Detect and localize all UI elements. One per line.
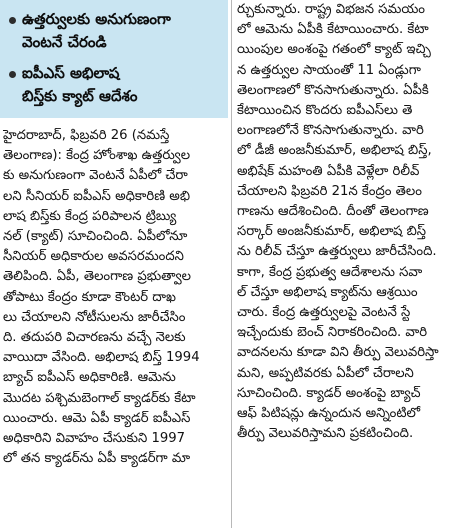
article-line: లో ఆమెను ఏపీకి కేటాయించారు. కేటా bbox=[237, 22, 429, 38]
article-line: ది. తదుపరి విచారణను వచ్చే నెలకు bbox=[3, 330, 186, 346]
article-line: సర్కార్ అంజనీకుమార్, అభిలాష బిస్త్ bbox=[237, 224, 427, 240]
bullet-icon bbox=[9, 71, 16, 78]
article-line: బ్యాచ్ ఐపీఎస్ అధికారిణి. ఆమెను bbox=[3, 370, 176, 386]
article-line: నల్ (క్యాట్) సూచించింది. ఏపీలోనూ bbox=[3, 229, 188, 245]
bullet-icon bbox=[9, 17, 16, 24]
article-line: కాగా, కేంద్ర ప్రభుత్వ ఆదేశాలను సవా bbox=[237, 264, 423, 280]
article-column-left bbox=[3, 126, 226, 469]
article-line: తెలంగాణలో కొనసాగుతున్నారు. ఏపీకి bbox=[237, 82, 429, 98]
article-line: అభిషేక్ మహంతి ఏపీకి వెళ్లేలా రిలీవ్ bbox=[237, 163, 420, 179]
article-line: కేటాయించిన కొందరు ఐపీఎస్‌లు తె bbox=[237, 103, 413, 119]
article-line: ఇచ్చేందుకు బెంచ్ నిరాకరించింది. వారి bbox=[237, 325, 428, 341]
column-divider bbox=[231, 0, 232, 528]
article-line: ను రిలీవ్ చేస్తూ ఉత్తర్వులు జారీచేసింది. bbox=[237, 244, 437, 260]
article-line: ఆఫ్ పిటిషన్లు ఉన్నందున అన్నింటిలో bbox=[237, 406, 421, 422]
article-line: వాదనలను కూడా విని తీర్పు వెలువరిస్తా bbox=[237, 345, 439, 361]
article-line: హైదరాబాద్, ఫిబ్రవరి 26 (నమస్తే bbox=[3, 128, 170, 143]
article-line: యించారు. ఆమె ఏపీ క్యాడర్ ఐపీఎస్ bbox=[3, 410, 191, 426]
article-line: కు అనుగుణంగా వెంటనే ఏపీలో చేరా bbox=[3, 168, 188, 184]
highlights-box bbox=[0, 0, 228, 118]
article-line: లని సీనియర్ ఐపీఎస్ అధికారిణి అభి bbox=[3, 188, 190, 204]
highlight-item bbox=[12, 8, 224, 54]
article-line: లంగాణలోనే కొనసాగుతున్నారు. వారి bbox=[237, 123, 424, 139]
article-line: మొదట పశ్చిమబెంగాల్ క్యాడర్‌కు కేటా bbox=[3, 390, 196, 406]
article-line: తెలిపింది. ఏపీ, తెలంగాణ ప్రభుత్వాల bbox=[3, 269, 191, 285]
article-line: చారు. కేంద్ర ఉత్తర్వులపై వెంటనే స్టే bbox=[237, 305, 411, 321]
article-line: ర్చుకున్నారు. రాష్ట్ర విభజన సమయం bbox=[237, 2, 425, 17]
highlight-item bbox=[12, 62, 224, 108]
article-line: తోపాటు కేంద్రం కూడా కౌంటర్ దాఖ bbox=[3, 289, 176, 305]
article-line: మని, అప్పటివరకు ఏపీలో చేరాలని bbox=[237, 365, 414, 381]
article-line: గాణను ఆదేశించింది. దీంతో తెలంగాణ bbox=[237, 204, 429, 220]
article-line: లు చేయాలని నోటీసులను జారీచేసిం bbox=[3, 309, 186, 325]
highlight-line: బిస్త్‌కు క్యాట్ ఆదేశం bbox=[22, 87, 138, 105]
article-line: యింపుల అంశంపై గతంలో క్యాట్ ఇచ్చి bbox=[237, 42, 431, 58]
highlight-line: వెంటనే చేరండి bbox=[22, 33, 107, 51]
article-line: వాయిదా వేసింది. అభిలాష బిస్త్ 1994 bbox=[3, 350, 200, 366]
article-line: ల్ చేస్తూ అభిలాష క్యాట్‌ను ఆశ్రయిం bbox=[237, 284, 418, 300]
article-line: న ఉత్తర్వుల సాయంతో 11 ఏండ్లుగా bbox=[237, 62, 421, 78]
article-line: తెలంగాణ): కేంద్ర హోంశాఖ ఉత్తర్వుల bbox=[3, 148, 191, 164]
highlight-line: ఉత్తర్వులకు అనుగుణంగా bbox=[22, 10, 171, 28]
article-line: సూచించింది. క్యాడర్ అంశంపై బ్యాచ్ bbox=[237, 385, 421, 401]
article-column-right bbox=[237, 0, 459, 444]
article-line: లాష బిస్త్‌కు కేంద్ర పరిపాలన ట్రిబ్యు bbox=[3, 208, 177, 224]
article-line: తీర్పు వెలువరిస్తామని ప్రకటించింది. bbox=[237, 426, 414, 442]
article-line: లో డీజీ అంజనీకుమార్, అభిలాష బిస్త్, bbox=[237, 143, 432, 159]
article-line: లో తన క్యాడర్‌ను ఏపీ క్యాడర్‌గా మా bbox=[3, 451, 191, 467]
article-line: చేయాలని ఫిబ్రవరి 21న కేంద్రం తెలం bbox=[237, 183, 422, 199]
highlight-line: ఐపీఎస్ అభిలాష bbox=[22, 64, 120, 82]
article-line: సీనియర్ అధికారుల అవసరమందని bbox=[3, 249, 184, 265]
article-line: అధికారిని వివాహం చేసుకుని 1997 bbox=[3, 431, 186, 447]
